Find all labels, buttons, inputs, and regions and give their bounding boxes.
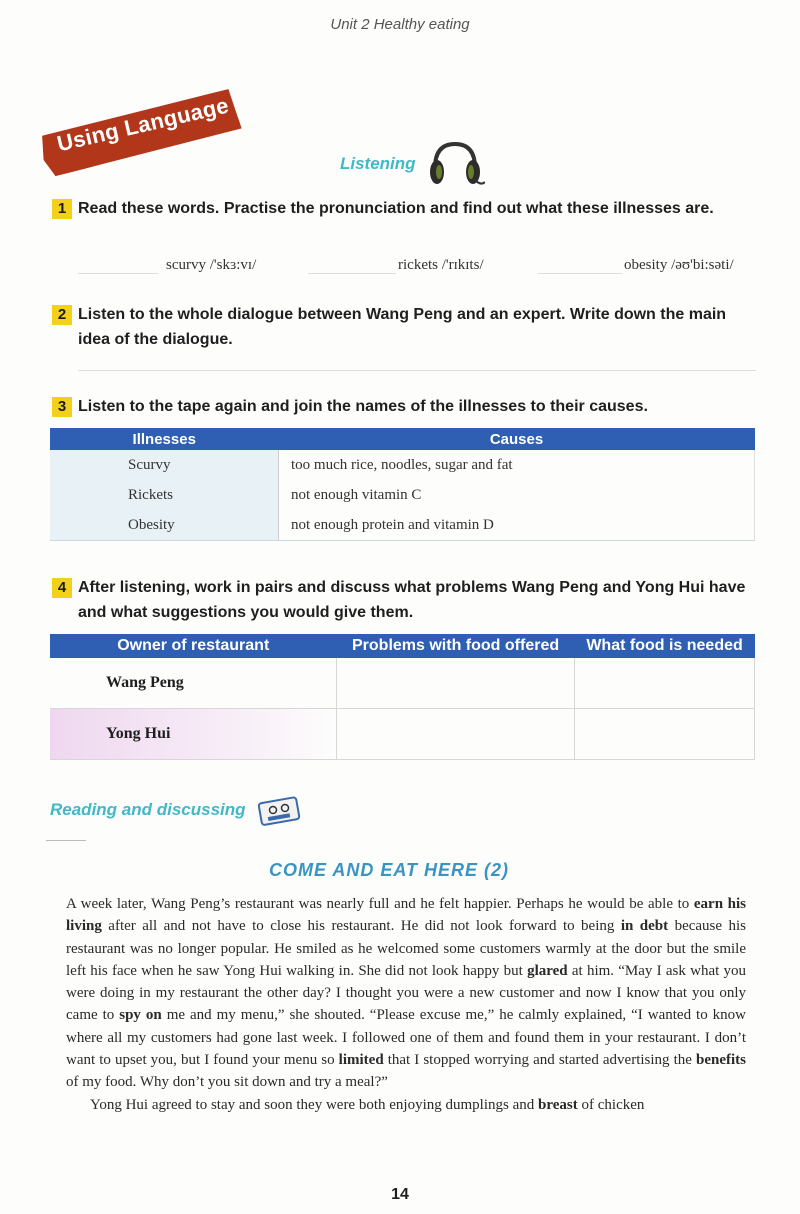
cause-cell: not enough protein and vitamin D [279, 510, 755, 541]
task-text: Read these words. Practise the pronunciation and find out what these illnesses are. [78, 200, 714, 217]
answer-line [78, 370, 756, 371]
vocab-benefits: benefits [695, 1052, 746, 1069]
vocab-earn-his-living: earn his living [66, 896, 746, 935]
text-run: me and my menu,” she shouted. “Please excuse me,” he calmly explained, “I wanted to know where all my customers had gone last week. I followed one of them and found them in your restaurant. I don’t want to upset you, but I found your menu so [66, 1007, 746, 1069]
illness-cell: Obesity [50, 510, 279, 541]
table-header-row [50, 634, 755, 658]
story-title: COME AND EAT HERE (2) [268, 860, 509, 880]
story-text [66, 893, 746, 1116]
headphones-icon [425, 138, 485, 188]
table-header-row [50, 428, 755, 450]
task-1 [52, 196, 762, 221]
column-header-causes: Causes [279, 428, 755, 450]
vocab-breast: breast [538, 1096, 578, 1113]
task-2 [52, 302, 762, 352]
column-header-problems: Problems with food offered [337, 634, 575, 658]
table-row [50, 510, 755, 541]
text-run: after all and not have to close his restaurant. He did not look forward to being [101, 918, 621, 935]
reading-discussing-title: Reading and discussing [50, 800, 246, 819]
task-number: 2 [52, 305, 72, 325]
story-paragraph-2 [66, 1094, 746, 1116]
task-text: After listening, work in pairs and discuss what problems Wang Peng and Yong Hui have and what suggestions you would give them. [78, 579, 746, 621]
column-header-owner: Owner of restaurant [50, 634, 337, 658]
illness-cell: Scurvy [50, 450, 279, 480]
story-paragraph-1 [66, 893, 746, 1094]
column-header-illnesses: Illnesses [50, 428, 279, 450]
table-row [50, 709, 755, 760]
restaurant-table [50, 634, 755, 760]
cause-cell: not enough vitamin C [279, 480, 755, 510]
cassette-tape-icon [258, 796, 302, 826]
text-run: of my food. Why don’t you sit down and try a meal?” [66, 1074, 388, 1091]
page-number: 14 [391, 1186, 409, 1203]
pronunciation-words [78, 257, 758, 277]
unit-header: Unit 2 Healthy eating [330, 16, 470, 33]
table-row [50, 450, 755, 480]
listening-title: Listening [340, 154, 416, 173]
task-text: Listen to the whole dialogue between Wang Peng and an expert. Write down the main idea of the dialogue. [78, 306, 727, 348]
problems-cell[interactable] [337, 658, 575, 709]
vocab-in-debt: in debt [620, 918, 669, 935]
banner-label: Using Language [54, 92, 232, 157]
text-run: at him. “May I ask what you were doing in my restaurant the other day? I thought you were a new customer and now I know that you only came to [66, 962, 747, 1024]
food-needed-cell[interactable] [575, 709, 755, 760]
vocab-glared: glared [527, 962, 568, 979]
word-obesity: obesity /əʊ'bi:səti/ [624, 257, 734, 273]
task-text: Listen to the tape again and join the names of the illnesses to their causes. [78, 398, 648, 415]
text-run: Yong Hui agreed to stay and soon they were both enjoying dumplings and [90, 1096, 539, 1113]
text-run: that I stopped worrying and started advertising the [383, 1052, 696, 1069]
food-needed-cell[interactable] [575, 658, 755, 709]
task-4 [52, 575, 762, 625]
owner-cell: Wang Peng [50, 658, 337, 709]
text-run: because his restaurant was no longer popular. He smiled as he welcomed some customers warmly at the door but the smile left his face when he saw Yong Hui walking in. She did not look happy but [66, 918, 746, 979]
task-number: 4 [52, 578, 72, 598]
task-number: 1 [52, 199, 72, 219]
illness-cell: Rickets [50, 480, 279, 510]
text-run: A week later, Wang Peng’s restaurant was nearly full and he felt happier. Perhaps he would be able to [66, 896, 694, 912]
table-row [50, 480, 755, 510]
cause-cell: too much rice, noodles, sugar and fat [279, 450, 755, 480]
task-number: 3 [52, 397, 72, 417]
illness-causes-table [50, 428, 755, 541]
problems-cell[interactable] [337, 709, 575, 760]
word-scurvy: scurvy /'skɜ:vɪ/ [166, 257, 257, 273]
word-rickets: rickets /'rɪkɪts/ [398, 257, 484, 273]
text-run: of chicken [577, 1096, 645, 1113]
column-header-food-needed: What food is needed [575, 634, 755, 658]
owner-cell: Yong Hui [50, 709, 337, 760]
task-3 [52, 394, 762, 419]
vocab-spy-on: spy on [119, 1007, 162, 1024]
vocab-limited: limited [338, 1052, 384, 1069]
table-row [50, 658, 755, 709]
section-rule [46, 840, 86, 841]
